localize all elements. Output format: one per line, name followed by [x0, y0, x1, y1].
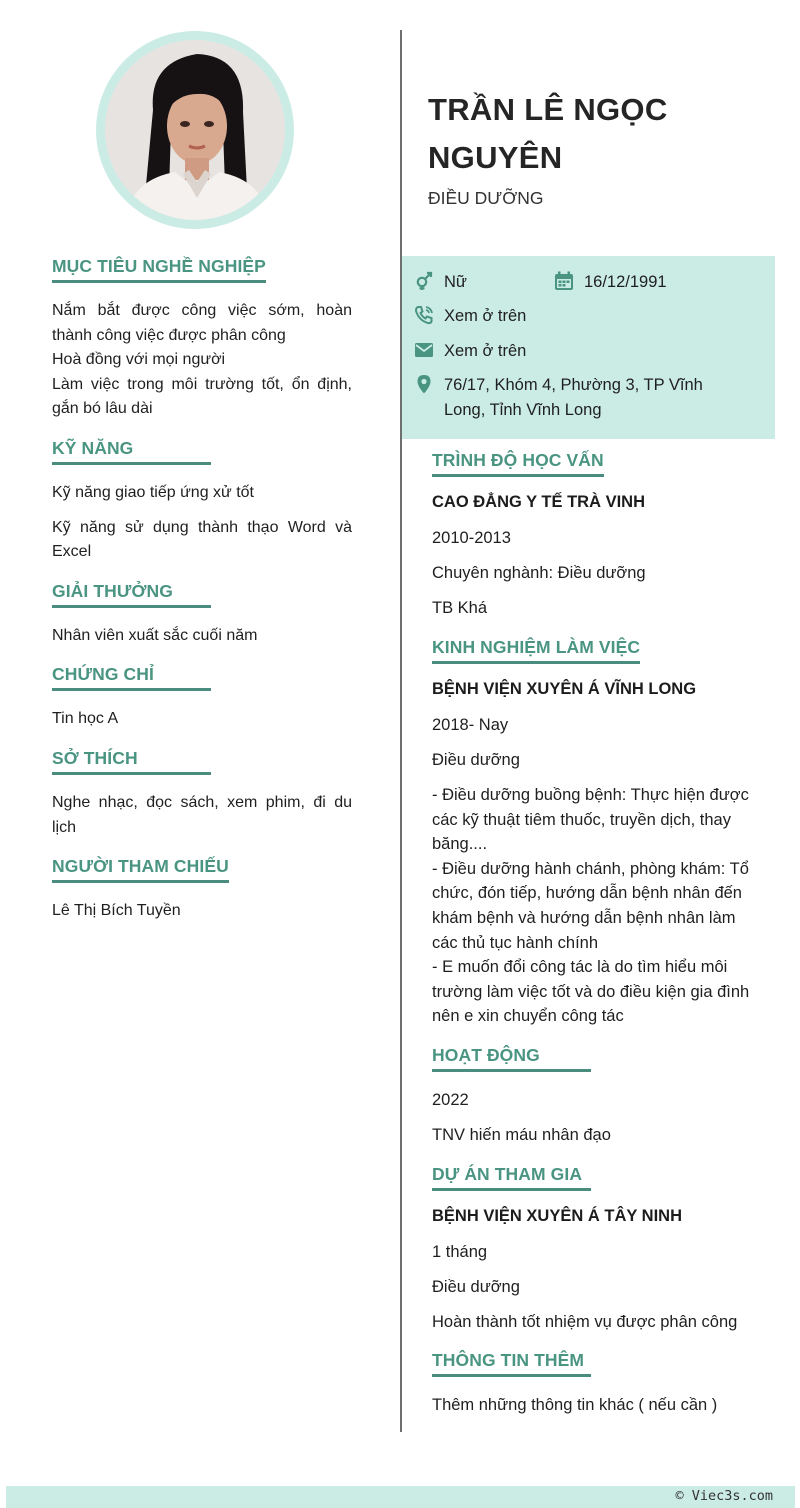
- company-name: BỆNH VIỆN XUYÊN Á VĨNH LONG: [432, 679, 697, 698]
- section-awards: [52, 581, 352, 649]
- column-divider: [400, 30, 402, 1432]
- candidate-name: TRẦN LÊ NGỌC NGUYÊN: [428, 92, 668, 175]
- email-value[interactable]: Xem ở trên: [444, 342, 527, 360]
- experience-line: - Điều dưỡng buồng bệnh: Thực hiện được các kỹ thuật tiêm thuốc, truyền dịch, thay băng....: [432, 785, 749, 854]
- birthdate-value: 16/12/1991: [584, 273, 667, 291]
- footer-bar: [6, 1486, 795, 1508]
- section-title: KỸ NĂNG: [52, 438, 211, 465]
- contact-email: [414, 339, 526, 364]
- project-detail: Hoàn thành tốt nhiệm vụ được phân công: [432, 1312, 738, 1331]
- education-period: 2010-2013: [432, 529, 511, 547]
- candidate-role: ĐIỀU DƯỠNG: [428, 188, 544, 208]
- objective-line: Làm việc trong môi trường tốt, ổn định, gắn bó lâu dài: [52, 375, 352, 418]
- contact-birthdate: [554, 270, 667, 295]
- right-column: [432, 450, 757, 1434]
- section-title: KINH NGHIỆM LÀM VIỆC: [432, 637, 640, 664]
- school-name: CAO ĐẲNG Y TẾ TRÀ VINH: [432, 493, 645, 511]
- objective-line: Hoà đồng với mọi người: [52, 351, 226, 369]
- activity-detail: TNV hiến máu nhân đạo: [432, 1126, 611, 1144]
- section-title: THÔNG TIN THÊM: [432, 1350, 591, 1377]
- skill-item: Kỹ năng sử dụng thành thạo Word và Excel: [52, 518, 352, 561]
- contact-phone: [414, 304, 526, 329]
- section-references: [52, 856, 352, 924]
- project-position: Điều dưỡng: [432, 1277, 520, 1296]
- experience-period: 2018- Nay: [432, 715, 509, 734]
- avatar: [105, 40, 285, 220]
- reference-item: Lê Thị Bích Tuyền: [52, 902, 181, 920]
- activity-year: 2022: [432, 1090, 469, 1109]
- experience-line: - E muốn đổi công tác là do tìm hiểu môi trường làm việc tốt và do điều kiện gia đình nên e xin chuyển công tác: [432, 958, 750, 1026]
- gender-icon: [414, 271, 434, 291]
- section-title: GIẢI THƯỞNG: [52, 581, 211, 608]
- email-icon: [414, 340, 434, 360]
- gender-value: Nữ: [444, 273, 467, 291]
- section-title: NGƯỜI THAM CHIẾU: [52, 856, 229, 883]
- project-duration: 1 tháng: [432, 1242, 488, 1261]
- avatar-ring: [96, 31, 294, 229]
- person-photo-icon: [105, 40, 285, 220]
- education-major: Chuyên nghành: Điều dưỡng: [432, 564, 646, 583]
- left-column: [52, 256, 352, 940]
- objective-line: Nắm bắt được công việc sớm, hoàn thành công việc được phân công: [52, 302, 352, 344]
- location-icon: [414, 374, 434, 394]
- section-title: MỤC TIÊU NGHỀ NGHIỆP: [52, 256, 266, 283]
- section-title: SỞ THÍCH: [52, 748, 211, 775]
- section-title: CHỨNG CHỈ: [52, 664, 211, 691]
- address-value: 76/17, Khóm 4, Phường 3, TP Vĩnh Long, Tỉnh Vĩnh Long: [444, 376, 703, 419]
- section-education: [432, 450, 757, 621]
- section-certificates: [52, 664, 352, 732]
- section-title: DỰ ÁN THAM GIA: [432, 1164, 591, 1191]
- certificate-item: Tin học A: [52, 710, 119, 728]
- experience-position: Điều dưỡng: [432, 750, 520, 769]
- section-hobbies: [52, 748, 352, 840]
- phone-value[interactable]: Xem ở trên: [444, 307, 527, 325]
- calendar-icon: [554, 271, 574, 291]
- section-skills: [52, 438, 352, 565]
- project-org: BỆNH VIỆN XUYÊN Á TÂY NINH: [432, 1206, 682, 1225]
- contact-address: [414, 373, 724, 423]
- experience-line: - Điều dưỡng hành chánh, phòng khám: Tổ chức, đón tiếp, hướng dẫn bệnh nhân đến khám bệnh và hướng dẫn bệnh nhân làm các thủ tục hành chính: [432, 859, 749, 952]
- section-title: HOẠT ĐỘNG: [432, 1045, 591, 1072]
- section-additional: [432, 1350, 757, 1418]
- award-item: Nhân viên xuất sắc cuối năm: [52, 626, 258, 644]
- section-experience: [432, 637, 757, 1029]
- section-objective: [52, 256, 352, 422]
- phone-icon: [414, 305, 434, 325]
- skill-item: Kỹ năng giao tiếp ứng xử tốt: [52, 483, 254, 501]
- section-title: TRÌNH ĐỘ HỌC VẤN: [432, 450, 604, 477]
- footer-copyright: © Viec3s.com: [675, 1488, 773, 1504]
- section-activities: [432, 1045, 757, 1148]
- hobby-item: Nghe nhạc, đọc sách, xem phim, đi du lịch: [52, 793, 352, 836]
- additional-detail: Thêm những thông tin khác ( nếu cần ): [432, 1396, 718, 1415]
- section-projects: [432, 1164, 757, 1335]
- education-grade: TB Khá: [432, 599, 488, 618]
- contact-panel: [402, 256, 775, 439]
- contact-gender: [414, 270, 467, 295]
